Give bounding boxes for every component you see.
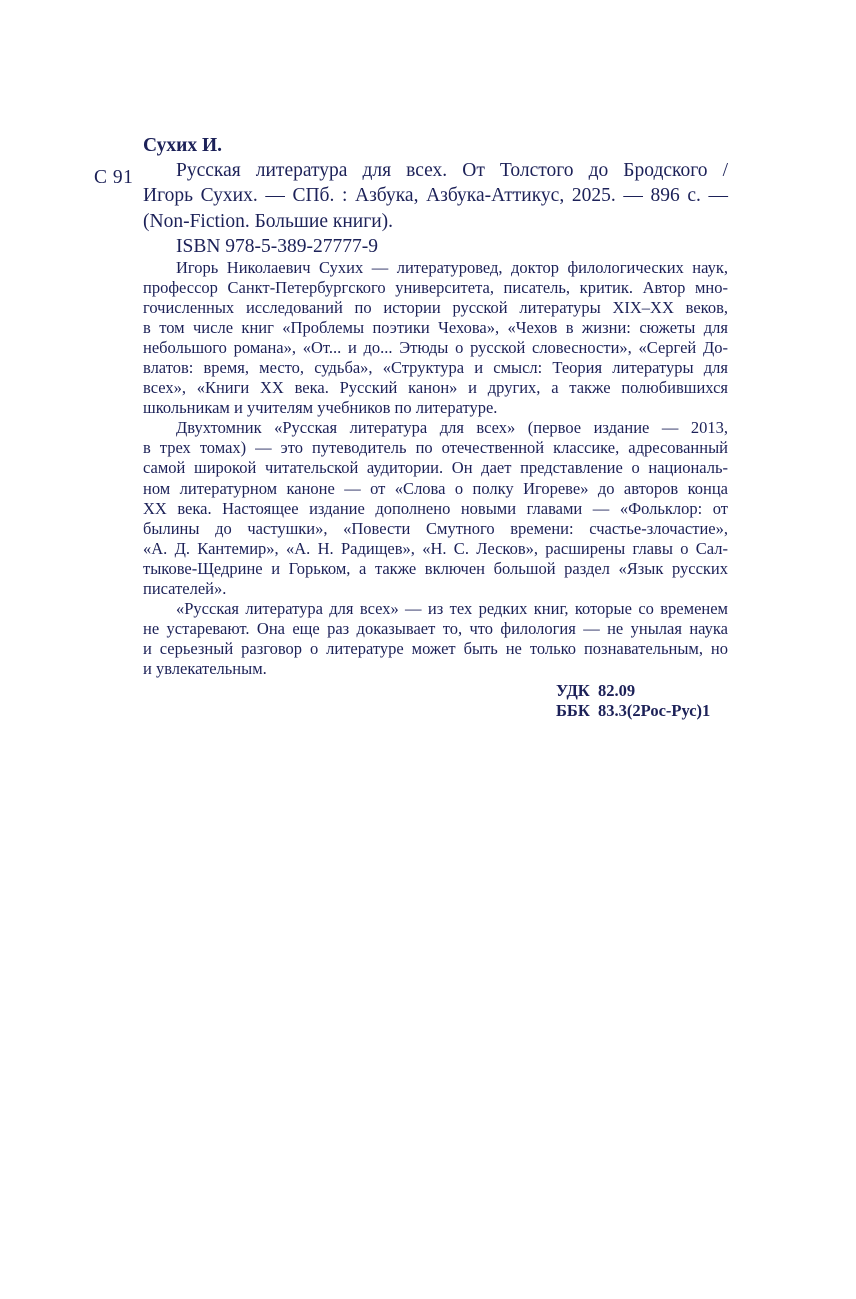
isbn-line: ISBN 978-5-389-27777-9 xyxy=(176,235,379,257)
annotation-line: XX века. Настоящее издание дополнено новыми главами — «Фольклор: от xyxy=(143,498,728,518)
bibliographic-line: (Non-Fiction. Большие книги). xyxy=(143,210,394,232)
annotation-paragraph-2 xyxy=(143,418,728,598)
bbk-code: ББК 83.3(2Рос-Рус)1 xyxy=(556,701,711,721)
annotation-line: профессор Санкт-Петербургского университета, писатель, критик. Автор мно- xyxy=(143,278,728,298)
annotation-paragraph-1 xyxy=(143,258,728,418)
bibliographic-line: Игорь Сухих. — СПб. : Азбука, Азбука-Аттикус, 2025. — 896 с. — xyxy=(143,185,728,207)
annotation-line: Двухтомник «Русская литература для всех» (первое издание — 2013, xyxy=(176,418,728,438)
annotation-line: и увлекательным. xyxy=(143,658,267,678)
annotation-line: всех», «Книги XX века. Русский канон» и других, а также полюбившихся xyxy=(143,378,728,398)
udc-code: УДК 82.09 xyxy=(556,680,636,700)
annotation-line: тыкове-Щедрине и Горьком, а также включен большой раздел «Язык русских xyxy=(143,558,728,578)
annotation-line: не устаревают. Она еще раз доказывает то, что филология — не унылая наука xyxy=(143,618,728,638)
annotation-line: школьникам и учителям учебников по литературе. xyxy=(143,398,498,418)
annotation-paragraph-3 xyxy=(143,599,728,679)
annotation-block xyxy=(143,258,728,722)
annotation-line: «А. Д. Кантемир», «А. Н. Радищев», «Н. С. Лесков», расширены главы о Сал- xyxy=(143,538,728,558)
annotation-line: писателей». xyxy=(143,578,227,598)
bibliographic-line: Русская литература для всех. От Толстого до Бродского / xyxy=(176,160,728,182)
annotation-line: в трех томах) — это путеводитель по отечественной классике, адресованный xyxy=(143,438,728,458)
annotation-line: самой широкой читательской аудитории. Он дает представление о националь- xyxy=(143,458,728,478)
annotation-line: «Русская литература для всех» — из тех редких книг, которые со временем xyxy=(176,598,728,618)
annotation-line: небольшого романа», «От... и до... Этюды о русской словесности», «Сергей До- xyxy=(143,338,728,358)
author-heading: Сухих И. xyxy=(143,135,222,156)
annotation-line: гочисленных исследований по истории русской литературы XIX–XX веков, xyxy=(143,298,728,318)
annotation-line: былины до частушки», «Повести Смутного времени: счастье-злочастие», xyxy=(143,518,728,538)
bibliographic-description xyxy=(143,133,728,259)
annotation-line: ном литературном каноне — от «Слова о полку Игореве» до авторов конца xyxy=(143,478,728,498)
classification-codes xyxy=(556,681,728,722)
annotation-line: в том числе книг «Проблемы поэтики Чехова», «Чехов в жизни: сюжеты для xyxy=(143,318,728,338)
annotation-line: и серьезный разговор о литературе может быть не только познавательным, но xyxy=(143,638,728,658)
annotation-line: влатов: время, место, судьба», «Структура и смысл: Теория литературы для xyxy=(143,358,728,378)
annotation-line: Игорь Николаевич Сухих — литературовед, доктор филологических наук, xyxy=(176,258,728,277)
catalog-code: С 91 xyxy=(94,167,134,188)
